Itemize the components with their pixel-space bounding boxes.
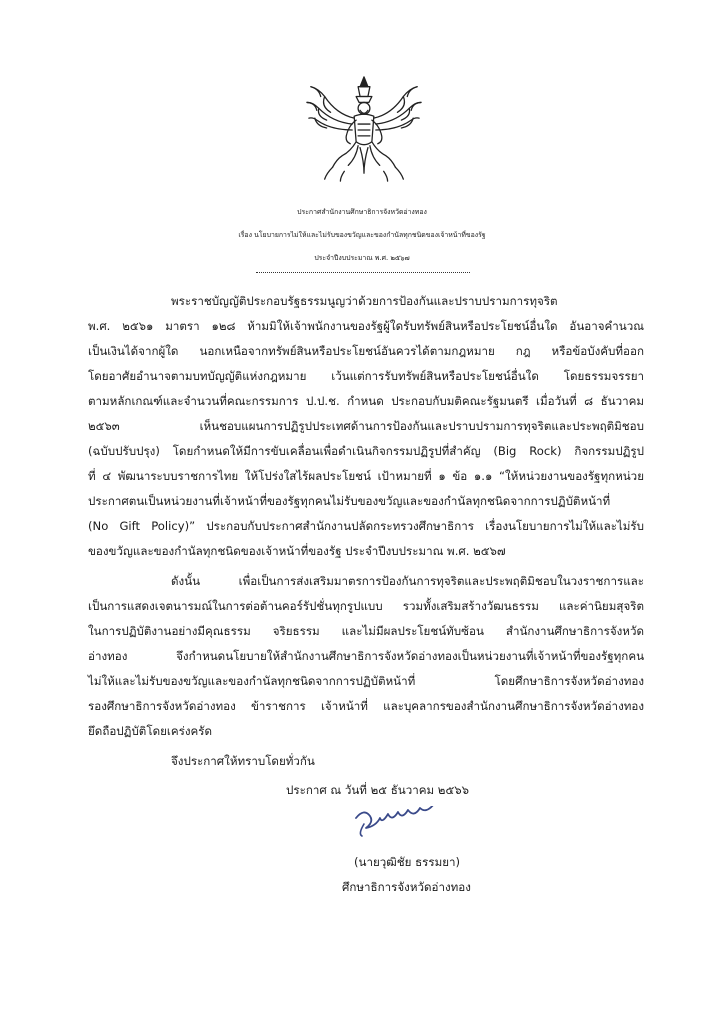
paragraph-line: โดยอาศัยอำนาจตามบทบัญญัติแห่งกฎหมาย เว้นแต่การรับทรัพย์สินหรือประโยชน์อื่นใด โดยธรรมจรรยา [88, 369, 644, 383]
paragraph-line: รองศึกษาธิการจังหวัดอ่างทอง ข้าราชการ เจ้าหน้าที่ และบุคลากรของสำนักงานศึกษาธิการจังหวัดอ่างทอง [88, 699, 644, 713]
closing-statement: จึงประกาศให้ทราบโดยทั่วกัน [171, 754, 315, 768]
paragraph-line: (ฉบับปรับปรุง) โดยกำหนดให้มีการขับเคลื่อนเพื่อดำเนินกิจกรรมปฏิรูปที่สำคัญ (Big Rock) กิจกรรมปฏิรูป [88, 444, 644, 458]
fiscal-year: ประจำปีงบประมาณ พ.ศ. ๒๕๖๗ [314, 254, 410, 262]
paragraph-line: ประกาศตนเป็นหน่วยงานที่เจ้าหน้าที่ของรัฐทุกคนไม่รับของขวัญและของกำนัลทุกชนิดจากการปฏิบัติหน้าที่ [88, 494, 611, 508]
paragraph-line: ตามหลักเกณฑ์และจำนวนที่คณะกรรมการ ป.ป.ช. กำหนด ประกอบกับมติคณะรัฐมนตรี เมื่อวันที่ ๘ ธันวาคม [88, 394, 644, 408]
paragraph-line: ไม่ให้และไม่รับของขวัญและของกำนัลทุกชนิดจากการปฏิบัติหน้าที่ โดยศึกษาธิการจังหวัดอ่างทอง [88, 674, 644, 688]
paragraph-line: อ่างทอง จึงกำหนดนโยบายให้สำนักงานศึกษาธิการจังหวัดอ่างทองเป็นหน่วยงานที่เจ้าหน้าที่ของรัฐทุกคน [88, 649, 644, 663]
handwritten-signature-icon [350, 806, 448, 838]
announcement-title: ประกาศสำนักงานศึกษาธิการจังหวัดอ่างทอง [297, 208, 427, 216]
title-divider [256, 272, 470, 273]
paragraph-line: ดังนั้น เพื่อเป็นการส่งเสริมมาตรการป้องกันการทุจริตและประพฤติมิชอบในวงราชการและ [171, 574, 644, 588]
announcement-date: ประกาศ ณ วันที่ ๒๕ ธันวาคม ๒๕๖๖ [286, 783, 469, 797]
paragraph-line: ยึดถือปฏิบัติโดยเคร่งครัด [88, 724, 213, 738]
signatory-position: ศึกษาธิการจังหวัดอ่างทอง [342, 880, 471, 894]
paragraph-line: ของขวัญและของกำนัลทุกชนิดของเจ้าหน้าที่ของรัฐ ประจำปีงบประมาณ พ.ศ. ๒๕๖๗ [88, 544, 506, 558]
paragraph-line: (No Gift Policy)” ประกอบกับประกาศสำนักงานปลัดกระทรวงศึกษาธิการ เรื่องนโยบายการไม่ให้และไม่รับ [88, 519, 644, 533]
paragraph-line: เป็นการแสดงเจตนารมณ์ในการต่อต้านคอร์รัปชั่นทุกรูปแบบ รวมทั้งเสริมสร้างวัฒนธรรม และค่านิยมสุจริต [88, 599, 644, 613]
paragraph-line: พ.ศ. ๒๕๖๑ มาตรา ๑๒๘ ห้ามมิให้เจ้าพนักงานของรัฐผู้ใดรับทรัพย์สินหรือประโยชน์อื่นใด อันอาจคำนวณ [88, 319, 644, 333]
paragraph-line: ในการปฏิบัติงานอย่างมีคุณธรรม จริยธรรม และไม่มีผลประโยชน์ทับซ้อน สำนักงานศึกษาธิการจังหวัด [88, 624, 644, 638]
paragraph-line: เป็นเงินได้จากผู้ใด นอกเหนือจากทรัพย์สินหรือประโยชน์อันควรได้ตามกฎหมาย กฎ หรือข้อบังคับที่ออก [88, 344, 644, 358]
garuda-emblem-icon [305, 72, 423, 184]
paragraph-line: ๒๕๖๓ เห็นชอบแผนการปฏิรูปประเทศด้านการป้องกันและปราบปรามการทุจริตและประพฤติมิชอบ [88, 419, 644, 433]
announcement-subject: เรื่อง นโยบายการไม่ให้และไม่รับของขวัญและของกำนัลทุกชนิดของเจ้าหน้าที่ของรัฐ [238, 231, 486, 239]
paragraph-line: พระราชบัญญัติประกอบรัฐธรรมนูญว่าด้วยการป้องกันและปราบปรามการทุจริต [171, 294, 558, 308]
paragraph-line: ที่ ๔ พัฒนาระบบราชการไทย ให้โปร่งใสไร้ผลประโยชน์ เป้าหมายที่ ๑ ข้อ ๑.๑ “ให้หน่วยงานของรัฐทุกหน่วย [88, 469, 644, 483]
signatory-name: (นายวุฒิชัย ธรรมยา) [354, 855, 461, 869]
